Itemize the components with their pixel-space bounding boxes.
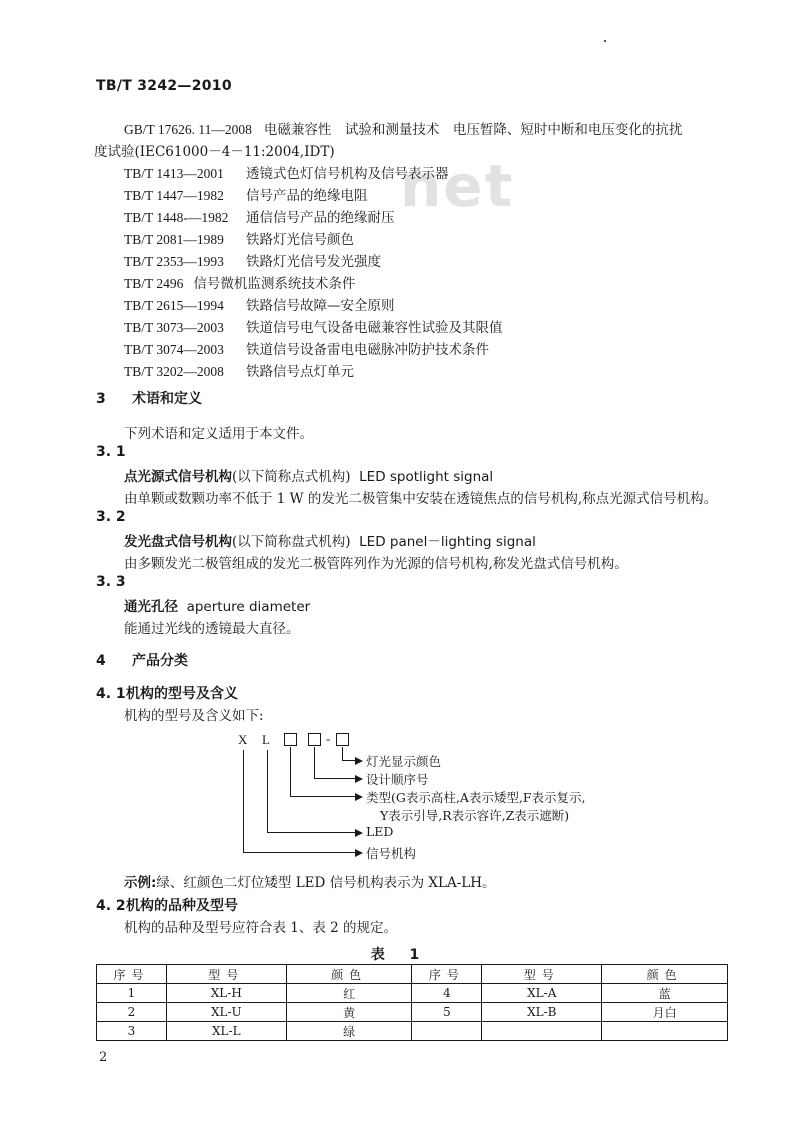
term-name: 点光源式信号机构 — [124, 469, 232, 485]
term-3-3-title — [124, 595, 310, 615]
page-number: 2 — [99, 1050, 108, 1065]
letter-x: X — [238, 732, 248, 747]
reference-continuation: 度试验(IEC61000－4－11:2004,IDT) — [94, 144, 335, 160]
reference-code: TB/T 2615—1994 — [124, 298, 224, 313]
arrow-icon — [355, 775, 363, 783]
reference-title: 铁道信号电气设备电磁兼容性试验及其限值 — [246, 320, 503, 336]
connector — [243, 750, 244, 853]
column-header: 序号 — [412, 965, 482, 984]
arrow-icon — [355, 757, 363, 765]
table-cell — [412, 1022, 482, 1041]
reference-code: TB/T 3073—2003 — [124, 320, 224, 335]
table-cell: 2 — [97, 1003, 167, 1022]
reference-code: TB/T 1448-—1982 — [124, 210, 229, 225]
reference-item — [124, 207, 744, 229]
subsection-number: 4. 2 — [96, 898, 126, 914]
term-name: 通光孔径 — [124, 599, 178, 615]
label-type-cont: Y表示引导,R表示容许,Z表示遮断) — [380, 808, 570, 823]
table-cell — [602, 1022, 728, 1041]
reference-title: 通信信号产品的绝缘耐压 — [246, 210, 395, 226]
term-3-1-title — [124, 465, 493, 485]
section-title: 产品分类 — [132, 653, 188, 669]
term-name: 发光盘式信号机构 — [124, 534, 232, 550]
table-cell: 1 — [97, 984, 167, 1003]
section-number: 3 — [96, 391, 106, 407]
term-3-3-number: 3. 3 — [96, 574, 126, 590]
reference-item — [124, 163, 744, 185]
table-cell: 月白 — [602, 1003, 728, 1022]
section-number: 4 — [96, 653, 106, 669]
type-box — [284, 733, 297, 746]
reference-title: 透镜式色灯信号机构及信号表示器 — [246, 166, 449, 182]
arrow-icon — [355, 793, 363, 801]
reference-item — [124, 317, 744, 339]
table-cell: XL-U — [166, 1003, 286, 1022]
table-cell: 4 — [412, 984, 482, 1003]
arrow-icon — [355, 829, 363, 837]
reference-title: 信号产品的绝缘电阻 — [246, 188, 368, 204]
watermark: net — [400, 152, 515, 220]
table-row — [97, 1022, 728, 1041]
table-cell — [482, 1022, 602, 1041]
example-line — [124, 871, 496, 891]
subsection-4-1-intro: 机构的型号及含义如下: — [124, 708, 264, 724]
reference-title: 铁道信号设备雷电电磁脉冲防护技术条件 — [246, 342, 489, 358]
term-3-2-number: 3. 2 — [96, 509, 126, 525]
label-type: 类型(G表示高柱,A表示矮型,F表示复示, — [366, 790, 586, 805]
reference-code: TB/T 2081—1989 — [124, 232, 224, 247]
example-label: 示例: — [124, 875, 157, 891]
label-signal: 信号机构 — [366, 846, 417, 861]
term-3-3-definition: 能通过光线的透镜最大直径。 — [124, 621, 300, 637]
section-3-intro: 下列术语和定义适用于本文件。 — [124, 426, 313, 442]
table-cell: 5 — [412, 1003, 482, 1022]
reference-code: TB/T 1413—2001 — [124, 166, 224, 181]
speck-mark — [604, 40, 606, 42]
subsection-4-2-intro: 机构的品种及型号应符合表 1、表 2 的规定。 — [124, 920, 398, 936]
table-row — [97, 984, 728, 1003]
term-3-2-definition: 由多颗发光二极管组成的发光二极管阵列作为光源的信号机构,称发光盘式信号机构。 — [124, 556, 628, 572]
connector — [314, 778, 356, 779]
term-english: LED panel－lighting signal — [359, 534, 536, 550]
reference-item — [124, 229, 744, 251]
table-1-title: 表 1 — [370, 947, 430, 963]
connector — [290, 747, 291, 797]
table-cell: XL-A — [482, 984, 602, 1003]
reference-code: TB/T 2496 — [124, 276, 184, 291]
connector — [342, 760, 356, 761]
standard-header: TB/T 3242—2010 — [96, 78, 232, 94]
model-designation-diagram — [230, 730, 630, 870]
letter-l: L — [262, 732, 270, 747]
term-english: LED spotlight signal — [359, 469, 494, 485]
table-cell: 红 — [286, 984, 412, 1003]
reference-item — [124, 273, 744, 295]
connector — [267, 832, 356, 833]
example-text: 绿、红颜色二灯位矮型 LED 信号机构表示为 XLA-LH。 — [156, 875, 496, 891]
column-header: 序号 — [97, 965, 167, 984]
reference-code: TB/T 3074—2003 — [124, 342, 224, 357]
table-cell: 黄 — [286, 1003, 412, 1022]
table-cell: 蓝 — [602, 984, 728, 1003]
table-1 — [96, 964, 728, 1041]
column-header: 颜色 — [286, 965, 412, 984]
connector — [243, 852, 356, 853]
reference-title: 铁路信号点灯单元 — [246, 364, 354, 380]
section-title: 术语和定义 — [132, 391, 202, 407]
label-color: 灯光显示颜色 — [366, 754, 442, 769]
reference-title: 铁路信号故障—安全原则 — [246, 298, 395, 314]
table-cell: XL-H — [166, 984, 286, 1003]
column-header: 型号 — [166, 965, 286, 984]
reference-code: TB/T 3202—2008 — [124, 364, 224, 379]
table-cell: XL-B — [482, 1003, 602, 1022]
section-4-heading — [96, 650, 188, 670]
connector — [342, 747, 343, 761]
reference-title: 电磁兼容性 试验和测量技术 电压暂降、短时中断和电压变化的抗扰 — [263, 122, 683, 138]
term-note: (以下简称盘式机构) — [232, 534, 351, 550]
term-3-1-definition: 由单颗或数颗功率不低于 1 W 的发光二极管集中安装在透镜焦点的信号机构,称点光源式信号机构。 — [124, 491, 718, 507]
reference-title: 铁路灯光信号发光强度 — [246, 254, 381, 270]
arrow-icon — [355, 849, 363, 857]
subsection-title: 机构的型号及含义 — [126, 686, 238, 702]
subsection-title: 机构的品种及型号 — [126, 898, 238, 914]
column-header: 颜色 — [602, 965, 728, 984]
reference-code: TB/T 2353—1993 — [124, 254, 224, 269]
subsection-number: 4. 1 — [96, 686, 126, 702]
term-3-2-title — [124, 530, 536, 550]
color-box — [336, 733, 349, 746]
reference-code: GB/T 17626. 11—2008 — [124, 122, 252, 137]
normative-references — [94, 119, 744, 383]
reference-item — [124, 185, 744, 207]
reference-item — [124, 119, 744, 141]
reference-item — [124, 251, 744, 273]
subsection-4-2-heading — [96, 895, 238, 915]
table-cell: 绿 — [286, 1022, 412, 1041]
connector — [290, 796, 356, 797]
table-cell: XL-L — [166, 1022, 286, 1041]
sequence-box — [308, 733, 321, 746]
reference-code: TB/T 1447—1982 — [124, 188, 224, 203]
section-3-heading — [96, 388, 202, 408]
table-cell: 3 — [97, 1022, 167, 1041]
hyphen: - — [326, 731, 331, 746]
connector — [267, 750, 268, 833]
reference-title: 铁路灯光信号颜色 — [246, 232, 354, 248]
column-header: 型号 — [482, 965, 602, 984]
table-row — [97, 1003, 728, 1022]
label-sequence: 设计顺序号 — [366, 772, 429, 787]
term-note: (以下简称点式机构) — [232, 469, 351, 485]
term-3-1-number: 3. 1 — [96, 444, 126, 460]
connector — [314, 747, 315, 779]
term-english: aperture diameter — [186, 599, 311, 615]
reference-item — [124, 361, 744, 383]
subsection-4-1-heading — [96, 683, 238, 703]
reference-title: 信号微机监测系统技术条件 — [193, 276, 356, 292]
label-led: LED — [366, 824, 394, 839]
reference-item — [124, 339, 744, 361]
reference-item — [124, 295, 744, 317]
table-header-row — [97, 965, 728, 984]
